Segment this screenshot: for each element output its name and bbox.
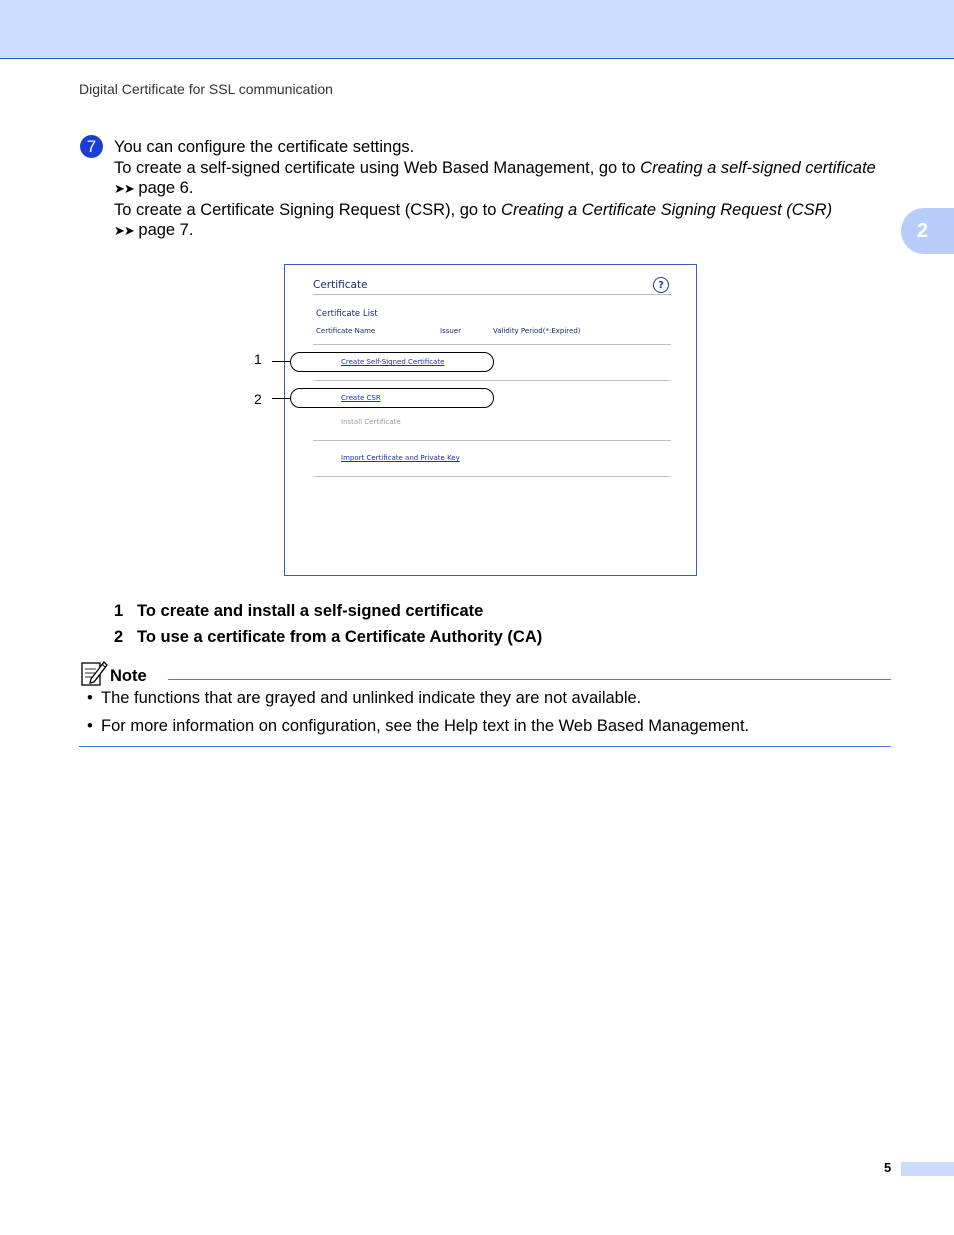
link-self-signed-ref: Creating a self-signed certificate — [640, 158, 876, 177]
callout-1-line — [272, 361, 291, 362]
page-ref-7: page 7. — [138, 221, 194, 239]
running-header: Digital Certificate for SSL communication — [79, 81, 333, 97]
bullet-dot: • — [87, 689, 93, 707]
step-line-4 — [114, 200, 904, 221]
legend-text: To use a certificate from a Certificate Authority (CA) — [137, 628, 543, 646]
step-text — [114, 137, 904, 242]
certificate-list-heading: Certificate List — [316, 309, 378, 319]
step-number-badge: 7 — [80, 135, 103, 158]
callout-2-line — [272, 398, 291, 399]
title-divider — [313, 294, 671, 295]
note-bullet-text: For more information on configuration, see the Help text in the Web Based Management. — [101, 717, 750, 735]
legend-text: To create and install a self-signed certificate — [137, 602, 484, 620]
note-pencil-icon — [80, 659, 108, 687]
create-csr-link[interactable]: Create CSR — [341, 394, 381, 402]
divider — [313, 380, 671, 381]
install-certificate-disabled: Install Certificate — [341, 418, 401, 426]
help-icon[interactable]: ? — [653, 277, 669, 293]
arrow-icon: ➤➤ — [114, 223, 134, 238]
divider — [313, 476, 671, 477]
step-line-4-text: To create a Certificate Signing Request (CSR), go to — [114, 200, 502, 219]
step-line-2 — [114, 158, 904, 179]
callout-1: 1 — [254, 351, 262, 367]
page-number-bar — [901, 1162, 954, 1176]
divider — [313, 440, 671, 441]
step-line-2-text: To create a self-signed certificate using Web Based Management, go to — [114, 158, 641, 177]
column-validity: Validity Period(*:Expired) — [493, 327, 581, 335]
page-ref-6: page 6. — [138, 179, 194, 197]
legend-num: 1 — [114, 602, 124, 620]
top-band — [0, 0, 954, 59]
note-bullet-2 — [87, 717, 749, 736]
column-certificate-name: Certificate Name — [316, 327, 376, 335]
note-label: Note — [110, 667, 147, 685]
callout-2: 2 — [254, 391, 262, 407]
page-number: 5 — [884, 1160, 892, 1175]
note-bottom-rule — [79, 746, 891, 747]
step-line-3 — [114, 178, 904, 200]
legend-item-2 — [114, 628, 542, 647]
note-bullet-text: The functions that are grayed and unlinked indicate they are not available. — [101, 689, 642, 707]
legend-num: 2 — [114, 628, 124, 646]
legend-item-1 — [114, 602, 483, 621]
column-issuer: Issuer — [440, 327, 461, 335]
note-bullet-1 — [87, 689, 641, 708]
step-line-5 — [114, 220, 904, 242]
callout-1-highlight — [290, 352, 494, 372]
screenshot-title: Certificate — [313, 279, 368, 291]
import-certificate-link[interactable]: Import Certificate and Private Key — [341, 454, 460, 462]
bullet-dot: • — [87, 717, 93, 735]
step-line-1: You can configure the certificate settings. — [114, 138, 415, 156]
chapter-tab: 2 — [901, 208, 954, 254]
certificate-screenshot — [284, 264, 697, 576]
list-divider — [313, 344, 671, 345]
arrow-icon: ➤➤ — [114, 181, 134, 196]
create-self-signed-link[interactable]: Create Self-Signed Certificate — [341, 358, 445, 366]
link-csr-ref: Creating a Certificate Signing Request (CSR) — [501, 200, 833, 219]
callout-2-highlight — [290, 388, 494, 408]
note-top-rule — [168, 679, 891, 680]
